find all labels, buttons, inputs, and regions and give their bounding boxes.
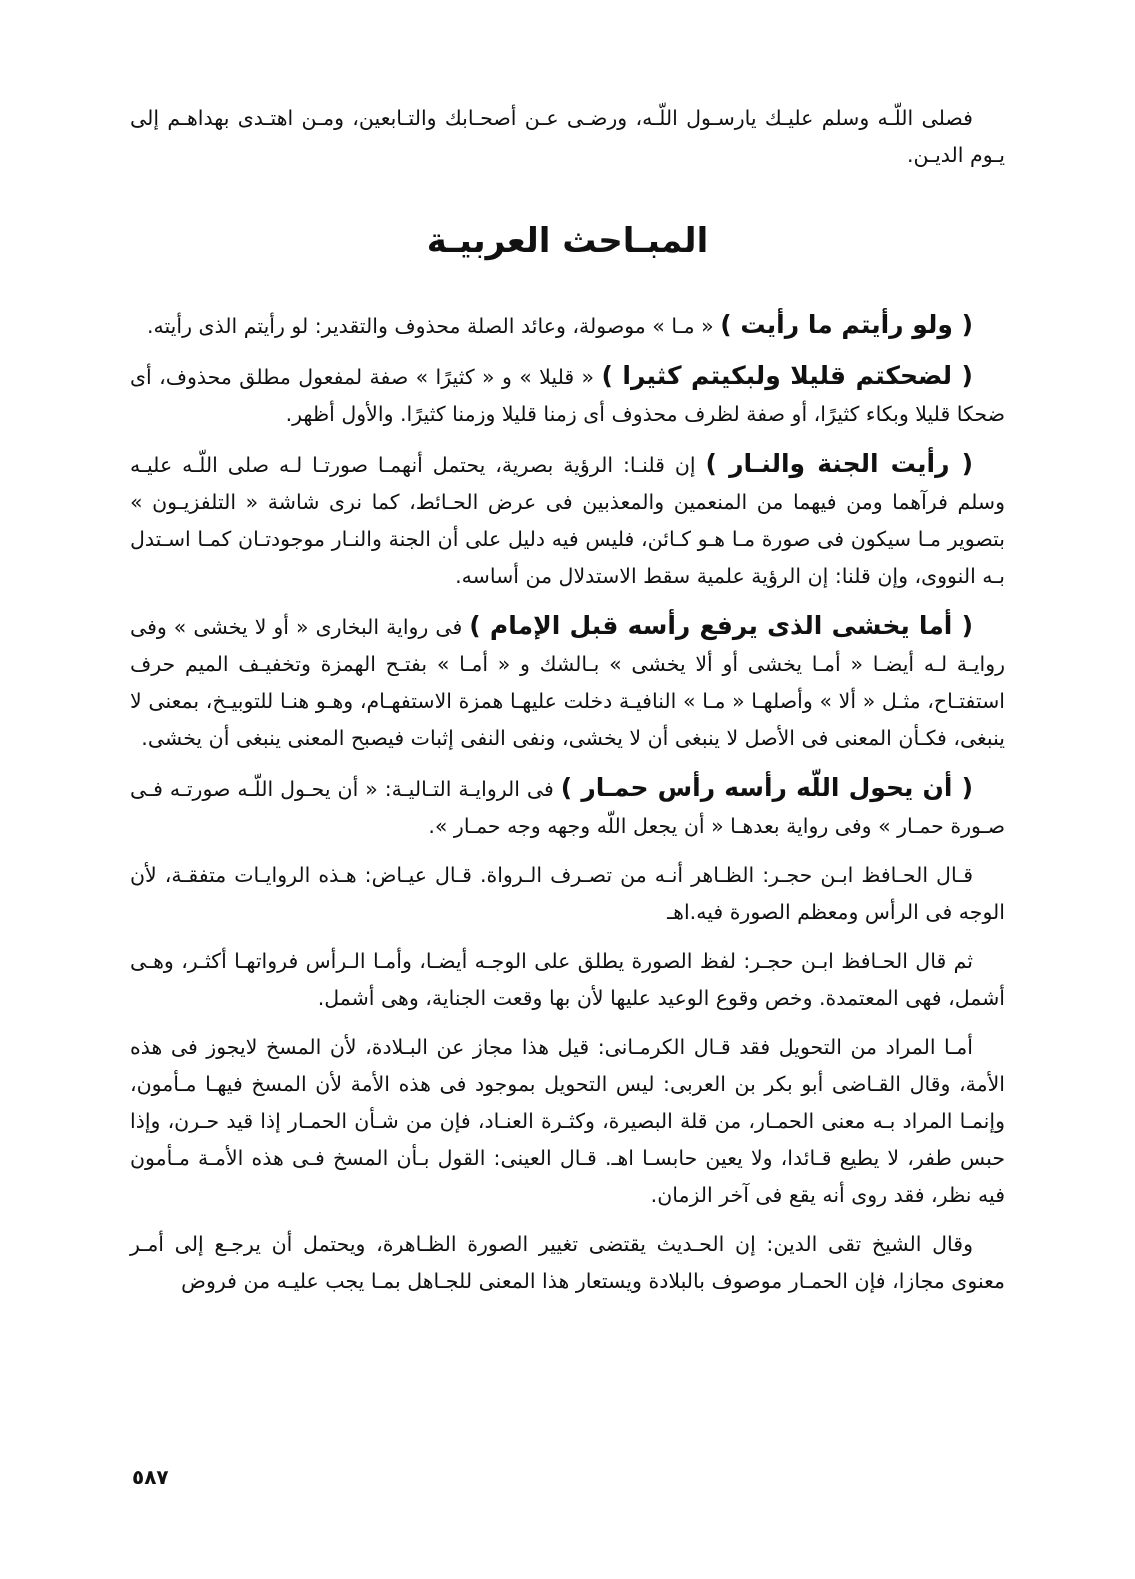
section-paragraph <box>130 357 1005 433</box>
page-body <box>130 100 1005 1312</box>
body-paragraph: ثم قال الحـافظ ابـن حجـر: لفظ الصورة يطلق على الوجـه أيضـا، وأمـا الـرأس فرواتهـا أكثـر، وهـى أشمل، فهى المعتمدة. وخص وقوع الوعيد عليها لأن بها وقعت الجناية، وهى أشمل. <box>130 949 1005 1010</box>
body-paragraph: أمـا المراد من التحويل فقد قـال الكرمـانى: قيل هذا مجاز عن البـلادة، لأن المسخ لايجوز فى هذه الأمة، وقال القـاضى أبو بكر بن العربى: ليس التحويل بموجود فى هذه الأمة لأن المسخ فيهـا مـأمون، وإنمـا المراد بـه معنى الحمـار، من قلة البصيرة، وكثـرة العنـاد، فإن من شـأن الحمـار إذا قيد حـرن، وإذا حبس طفر، لا يطيع قـائدا، ولا يعين حابسـا اهـ. قـال العينى: القول بـأن المسخ فـى هذه الأمـة مـأمون فيه نظر، فقد روى أنه يقع فى آخر الزمان. <box>130 1035 1005 1207</box>
section-term: ( أما يخشى الذى يرفع رأسه قبل الإمام ) <box>469 611 973 640</box>
section-heading: المبـاحث العربيـة <box>426 221 709 261</box>
section-term: ( لضحكتم قليلا ولبكيتم كثيرا ) <box>601 361 973 390</box>
body-paragraph: وقال الشيخ تقى الدين: إن الحـديث يقتضى تغيير الصورة الظـاهرة، ويحتمل أن يرجـع إلى أمـر معنوى مجازا، فإن الحمـار موصوف بالبلادة ويستعار هذا المعنى للجـاهل بمـا يجب عليـه من فروض <box>130 1232 1005 1293</box>
body-paragraph: قـال الحـافظ ابـن حجـر: الظـاهر أنـه من تصـرف الـرواة. قـال عيـاض: هـذه الروايـات متفقـة، لأن الوجه فى الرأس ومعظم الصورة فيه.اهـ <box>130 863 1005 924</box>
section-body: إن قلنـا: الرؤية بصرية، يحتمل أنهمـا صورتـا لـه صلى اللّـه عليـه وسلم فرآهما ومن فيهما من المنعمين والمعذبين فى عرض الحـائط، كما نرى شاشة « التلفزيـون » بتصوير مـا سيكون فى صورة مـا هـو كـائن، فليس فيه دليل على أن الجنة والنـار موجودتـان كمـا اسـتدل بـه النووى، وإن قلنا: إن الرؤية علمية سقط الاستدلال من أساسه. <box>130 453 1005 588</box>
section-paragraph <box>130 306 1005 345</box>
section-body: فى رواية البخارى « أو لا يخشى » وفى روايـة لـه أيضـا « أمـا يخشى أو ألا يخشى » بـالشك و « أمـا » بفتـح الهمزة وتخفيـف الميم حرف استفتـاح، مثـل « ألا » وأصلهـا « مـا » النافيـة دخلت عليهـا همزة الاستفهـام، وهـو هنـا للتوبيـخ، بمعنى لا ينبغى، فكـأن المعنى فى الأصل لا ينبغى أن لا يخشى، ونفى النفى إثبات فيصبح المعنى ينبغى أن يخشى. <box>130 615 1005 750</box>
section-body: فى الروايـة التـاليـة: « أن يحـول اللّـه صورتـه فـى صـورة حمـار » وفى رواية بعدهـا « أن يجعل اللّه وجهه وجه حمـار ». <box>130 777 1005 838</box>
section-paragraph <box>130 445 1005 595</box>
section-body: « مـا » موصولة، وعائد الصلة محذوف والتقدير: لو رأيتم الذى رأيته. <box>146 314 721 338</box>
section-term: ( رأيت الجنة والنـار ) <box>705 449 973 478</box>
section-term: ( أن يحول اللّه رأسه رأس حمـار ) <box>560 773 973 802</box>
section-paragraph <box>130 769 1005 845</box>
section-body: « قليلا » و « كثيرًا » صفة لمفعول مطلق محذوف، أى ضحكا قليلا وبكاء كثيرًا، أو صفة لظرف محذوف أى زمنا قليلا وزمنا كثيرًا. والأول أظهر. <box>130 365 1005 426</box>
page-number: ٥٨٧ <box>132 1465 169 1489</box>
section-paragraph <box>130 607 1005 757</box>
section-term: ( ولو رأيتم ما رأيت ) <box>720 310 973 339</box>
intro-paragraph: فصلى اللّـه وسلم عليـك يارسـول اللّـه، ورضـى عـن أصحـابك والتـابعين، ومـن اهتـدى بهداهـم إلى يـوم الديـن. <box>130 106 1005 167</box>
